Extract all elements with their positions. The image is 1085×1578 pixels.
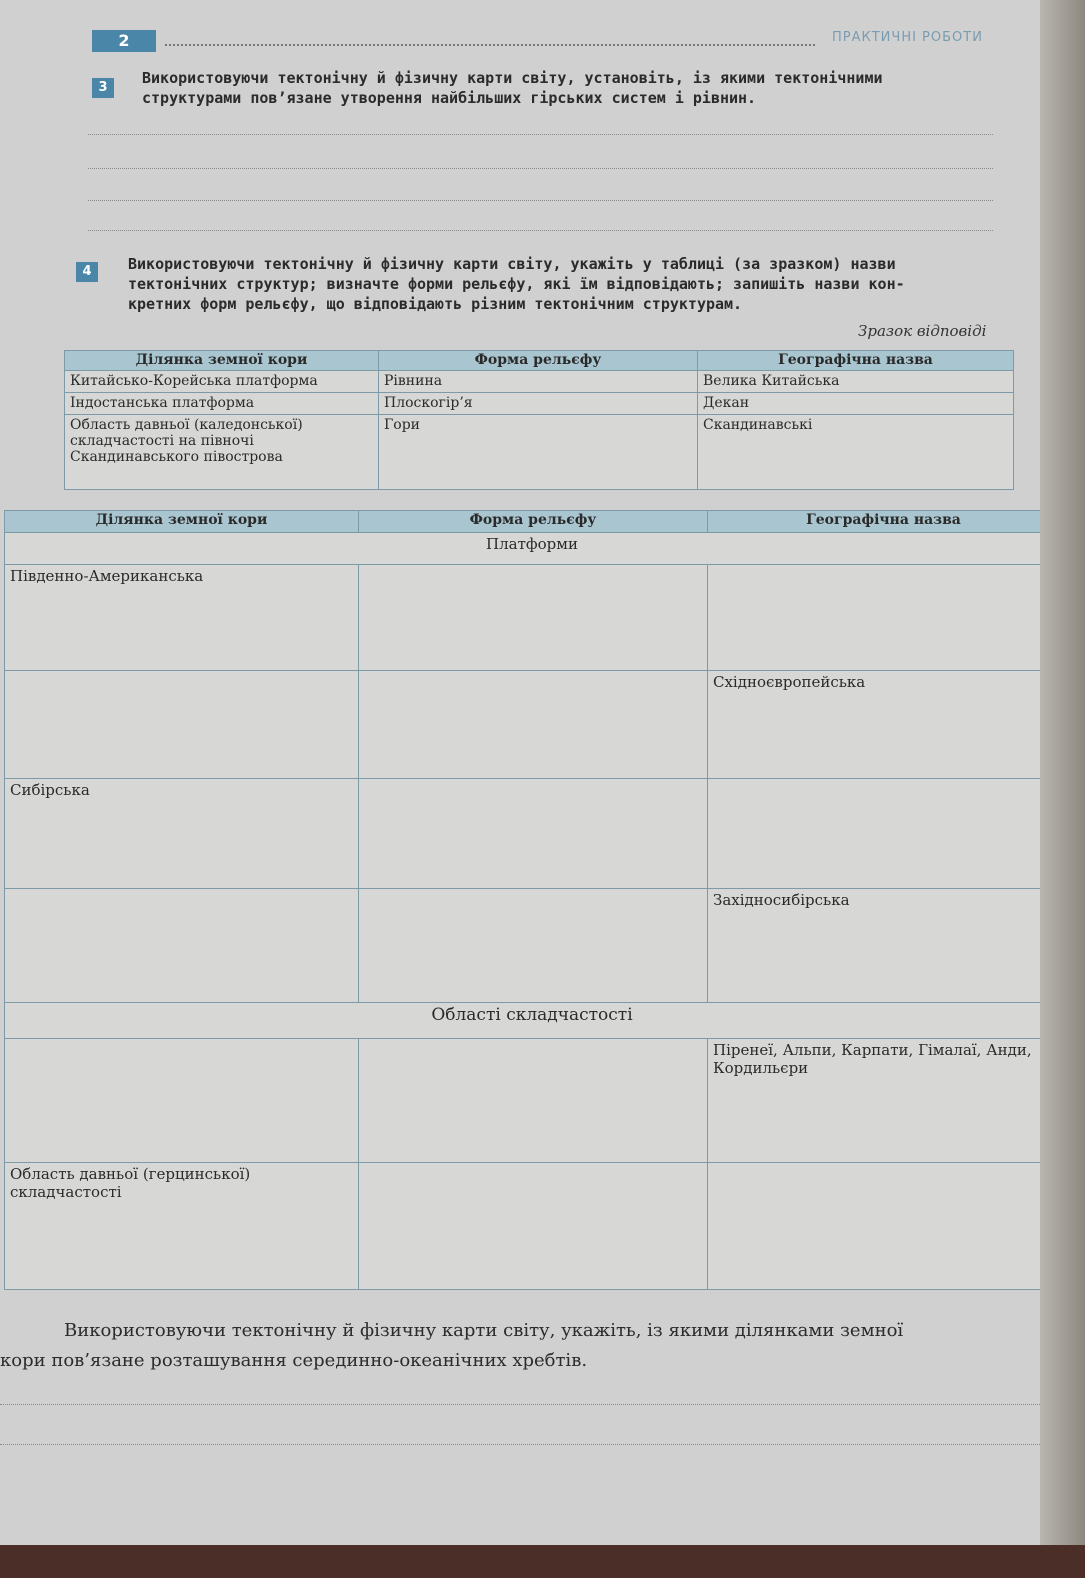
table-row [5,1163,1060,1290]
sample-answer-label: Зразок відповіді [858,322,987,340]
cell-area[interactable]: Південно-Американська [5,565,359,671]
cell-form[interactable] [359,1163,708,1290]
sample-header-area: Ділянка земної кори [65,351,379,371]
cell-name[interactable]: Піренеї, Альпи, Карпати, Гімалаї, Анди, Кордильєри [708,1039,1060,1163]
table-row [65,393,1014,415]
answer-line[interactable] [0,1404,1060,1405]
answer-line[interactable] [88,200,993,201]
task-3-line-1: Використовуючи тектонічну й фізичну карти світу, установіть, із якими тектонічними [142,69,883,87]
sample-header-form: Форма рельєфу [379,351,698,371]
cell-name[interactable] [708,565,1060,671]
sample-cell-form: Гори [379,415,698,490]
task-4-line-1: Використовуючи тектонічну й фізичну карти світу, укажіть у таблиці (за зразком) назви [128,255,896,273]
page-number-badge: 2 [92,30,156,52]
cell-name[interactable]: Західносибірська [708,889,1060,1003]
cell-name[interactable]: Східноєвропейська [708,671,1060,779]
cell-area[interactable] [5,889,359,1003]
section-folds: Області складчастості [5,1003,1060,1039]
cell-form[interactable] [359,671,708,779]
cell-form[interactable] [359,565,708,671]
cell-area[interactable] [5,1039,359,1163]
task-4-line-2: тектонічних структур; визначте форми рельєфу, які їм відповідають; запишіть назви кон- [128,275,905,293]
cell-form[interactable] [359,1039,708,1163]
header-divider [165,44,815,46]
task-5-line-2: кори пов’язане розташування серединно-океанічних хребтів. [0,1350,588,1371]
section-title: ПРАКТИЧНІ РОБОТИ [832,30,983,45]
table-row [65,371,1014,393]
sample-cell-name: Велика Китайська [698,371,1014,393]
task-4-line-3: кретних форм рельєфу, що відповідають різним тектонічним структурам. [128,295,743,313]
task-number-4: 4 [76,262,98,282]
cell-name[interactable] [708,779,1060,889]
header-form: Форма рельєфу [359,511,708,533]
cell-form[interactable] [359,889,708,1003]
sample-cell-area: Індостанська платформа [65,393,379,415]
sample-cell-form: Плоскогір’я [379,393,698,415]
task-5-text [0,1316,1062,1376]
answer-line[interactable] [88,168,993,169]
table-row [5,671,1060,779]
cell-area[interactable]: Область давньої (герцинської) складчастості [5,1163,359,1290]
sample-cell-name: Скандинавські [698,415,1014,490]
table-row [65,415,1014,490]
header-name: Географічна назва [708,511,1060,533]
table-row [5,779,1060,889]
table-surface [0,1545,1085,1578]
answer-line[interactable] [88,134,993,135]
task-4-text [128,254,1008,314]
sample-header-name: Географічна назва [698,351,1014,371]
sample-cell-area: Область давньої (каледонської) складчастості на півночі Скандинавського півострова [65,415,379,490]
task-3-text [142,68,1002,108]
task-3-line-2: структурами пов’язане утворення найбільших гірських систем і рівнин. [142,89,757,107]
answer-line[interactable] [0,1444,1060,1445]
answer-table [4,510,1060,1290]
cell-area[interactable] [5,671,359,779]
cell-form[interactable] [359,779,708,889]
cell-name[interactable] [708,1163,1060,1290]
section-platforms: Платформи [5,533,1060,565]
sample-table [64,350,1014,490]
sample-cell-name: Декан [698,393,1014,415]
page-edge [1040,0,1085,1578]
sample-cell-form: Рівнина [379,371,698,393]
task-5-line-1: Використовуючи тектонічну й фізичну карти світу, укажіть, із якими ділянками земної [64,1320,904,1341]
table-row [5,565,1060,671]
header-area: Ділянка земної кори [5,511,359,533]
table-row [5,1039,1060,1163]
answer-line[interactable] [88,230,993,231]
table-row [5,889,1060,1003]
sample-cell-area: Китайсько-Корейська платформа [65,371,379,393]
task-number-3: 3 [92,78,114,98]
cell-area[interactable]: Сибірська [5,779,359,889]
